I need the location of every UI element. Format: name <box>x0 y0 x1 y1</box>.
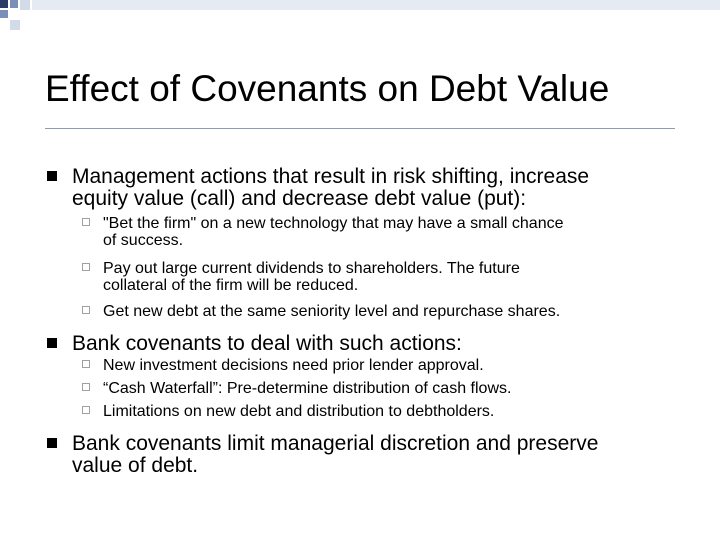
checkbox-icon <box>82 306 90 314</box>
bullet-1-line-2: equity value (call) and decrease debt value (put): <box>72 187 527 210</box>
bullet-marker <box>47 171 57 181</box>
sub-bullet-1-1-line-2: of success. <box>103 232 184 249</box>
checkbox-icon <box>82 406 90 414</box>
bullet-2-line-1: Bank covenants to deal with such actions: <box>72 332 462 355</box>
sub-bullet-2-2-line-1: “Cash Waterfall”: Pre-determine distribution of cash flows. <box>103 380 512 397</box>
sub-bullet-2-3-line-1: Limitations on new debt and distribution to debtholders. <box>103 403 495 420</box>
sub-bullet-1-3-line-1: Get new debt at the same seniority level and repurchase shares. <box>103 303 561 320</box>
sub-bullet-2-1-line-1: New investment decisions need prior lender approval. <box>103 357 484 374</box>
sub-bullet-1-2-line-1: Pay out large current dividends to shareholders. The future <box>103 260 520 277</box>
sub-bullet-1-1-line-1: "Bet the firm" on a new technology that may have a small chance <box>103 215 564 232</box>
slide-title: Effect of Covenants on Debt Value <box>45 68 610 109</box>
checkbox-icon <box>82 360 90 368</box>
checkbox-icon <box>82 218 90 226</box>
bullet-1-line-1: Management actions that result in risk shifting, increase <box>72 165 590 188</box>
sub-bullet-1-2-line-2: collateral of the firm will be reduced. <box>103 277 359 294</box>
header-decoration <box>0 0 720 40</box>
bullet-3-line-1: Bank covenants limit managerial discretion and preserve <box>72 432 599 455</box>
bullet-3-line-2: value of debt. <box>72 454 199 477</box>
title-divider <box>45 128 675 129</box>
bullet-marker <box>47 438 57 448</box>
checkbox-icon <box>82 263 90 271</box>
checkbox-icon <box>82 383 90 391</box>
bullet-marker <box>47 338 57 348</box>
